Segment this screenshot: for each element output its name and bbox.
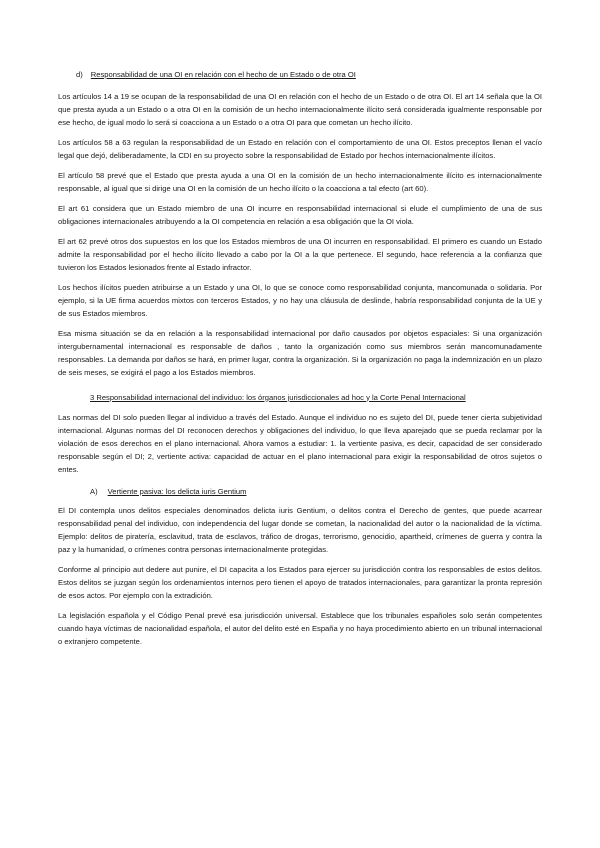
paragraph: Los artículos 58 a 63 regulan la responsabilidad de un Estado en relación con el comportamiento de una OI. Estos preceptos llenan el vacío legal que dejó, deliberadamente, la CDI en su proyecto sobre la responsabilidad de Estado por hechos internacionalmente ilícitos. (58, 137, 542, 160)
heading-d-number: d) (76, 70, 83, 79)
paragraph: El artículo 58 prevé que el Estado que presta ayuda a una OI en la comisión de un hecho internacionalmente ilícito es internacionalmente responsable, al igual que si dirige una OI en la comisión de un hecho ilícito o la coacciona a tal efecto (art 60). (58, 170, 542, 193)
paragraph: Los hechos ilícitos pueden atribuirse a un Estado y una OI, lo que se conoce como responsabilidad conjunta, mancomunada o solidaria. Por ejemplo, si la UE firma acuerdos mixtos con terceros Estados, y no hay una cláusula de deslinde, habría responsabilidad conjunta de la UE y de sus Estados miembros. (58, 282, 542, 318)
heading-d-title: Responsabilidad de una OI en relación con el hecho de un Estado o de otra OI (90, 70, 356, 79)
paragraph: La legislación española y el Código Penal prevé esa jurisdicción universal. Establece que los tribunales españoles solo serán competentes cuando haya víctimas de nacionalidad española, el autor del delito esté en España y no haya procedimiento abierto en un tribunal internacional o extranjero competente. (58, 610, 542, 646)
heading-d (76, 70, 542, 81)
paragraph: El art 61 considera que un Estado miembro de una OI incurre en responsabilidad internacional si elude el cumplimiento de una de sus obligaciones internacionales atribuyendo a la OI competencia en relación a esa obligación que la OI viola. (58, 203, 542, 226)
heading-a-number: A) (90, 486, 98, 496)
heading-a (90, 486, 542, 497)
section-3-title: 3 Responsabilidad internacional del individuo: los órganos jurisdiccionales ad hoc y la Corte Penal Internacional (90, 392, 466, 402)
paragraph: El art 62 prevé otros dos supuestos en los que los Estados miembros de una OI incurren en responsabilidad. El primero es cuando un Estado admite la responsabilidad por el hecho ilícito llevado a cabo por la OI a la que pertenece. El segundo, hace referencia a la confianza que tuvieron los Estados lesionados frente al Estado infractor. (58, 236, 542, 272)
paragraph: Las normas del DI solo pueden llegar al individuo a través del Estado. Aunque el individuo no es sujeto del DI, puede tener cierta subjetividad internacional. Algunas normas del DI reconocen derechos y obligaciones del individuo, lo que lleva aparejado que se pueda reclamar por la violación de esos derechos en el plano internacional. Ahora vamos a estudiar: 1. la vertiente pasiva, es decir, capacidad de ser considerado responsable según el DI; 2, vertiente activa: capacidad de actuar en el plano internacional para exigir la responsabilidad de otros sujetos o entes. (58, 412, 542, 474)
paragraph: Los artículos 14 a 19 se ocupan de la responsabilidad de una OI en relación con el hecho de un Estado o de otra OI. El art 14 señala que la OI que presta ayuda a un Estado o a otra OI en la comisión de un hecho internacionalmente ilícito será considerada igualmente responsable por ese hecho, de igual modo lo será si coacciona a un Estado o a otra OI para que cometan un hecho ilícito. (58, 91, 542, 127)
heading-a-title: Vertiente pasiva: los delicta iuris Gentium (107, 486, 247, 496)
paragraph: Conforme al principio aut dedere aut punire, el DI capacita a los Estados para ejercer su jurisdicción contra los responsables de estos delitos. Estos delitos se juzgan según los ordenamientos internos pero tienen el apoyo de tratados internacionales, para garantizar la pronta represión de esos actos. Por ejemplo con la extradición. (58, 564, 542, 600)
paragraph: Esa misma situación se da en relación a la responsabilidad internacional por daño causados por objetos espaciales: Si una organización intergubernamental internacional es responsable de daños , tanto la organización como sus miembros serán mancomunadamente responsables. La demanda por daños se hará, en primer lugar, contra la organización. Si la organización no paga la indemnización en un plazo de seis meses, se exigirá el pago a los Estados miembros. (58, 328, 542, 377)
paragraph: El DI contempla unos delitos especiales denominados delicta iuris Gentium, o delitos contra el Derecho de gentes, que puede acarrear responsabilidad penal del individuo, con independencia del lugar donde se cometan, la nacionalidad del autor o la nacionalidad de la víctima. Ejemplo: delitos de piratería, esclavitud, trata de esclavos, tráfico de drogas, terrorismo, genocidio, apartheid, crímenes de guerra y contra la paz y la humanidad, o crímenes contra personas internacionalmente protegidas. (58, 505, 542, 554)
